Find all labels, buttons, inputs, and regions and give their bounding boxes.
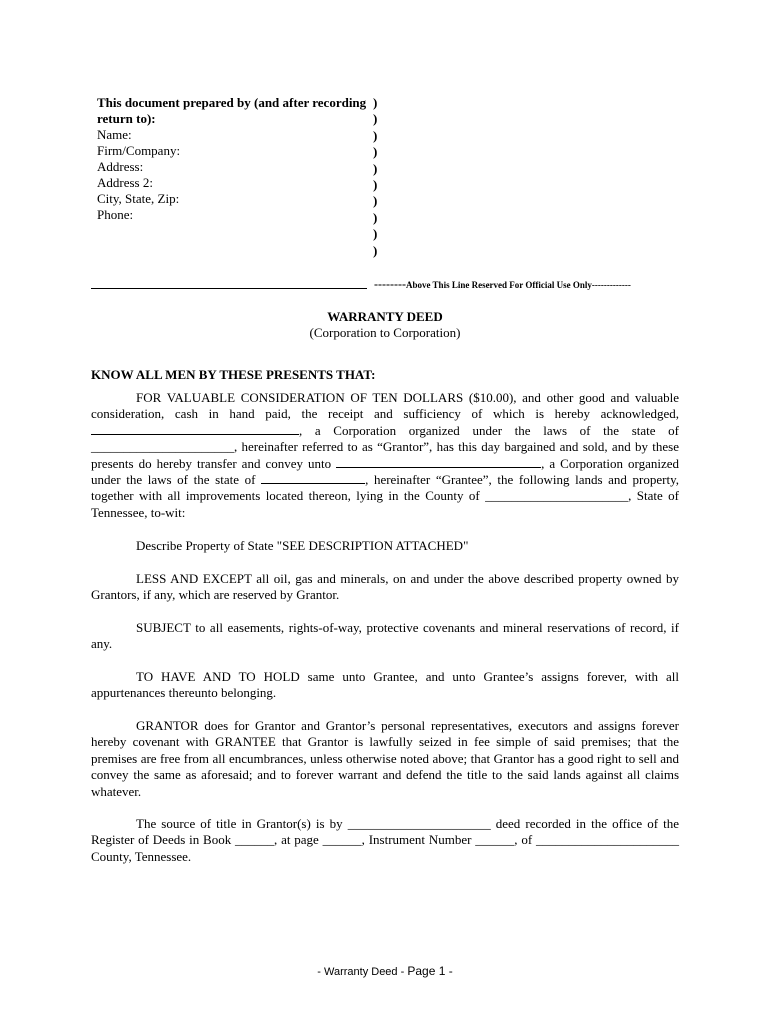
consideration-text-2: , a Corporation organized under the laws of the state of [299, 422, 679, 438]
page-footer [0, 964, 770, 978]
preparer-block [97, 95, 367, 223]
subject-to-paragraph: SUBJECT to all easements, rights-of-way, protective covenants and mineral reservations of record, if any. [91, 620, 679, 652]
preparer-field-address: Address: [97, 159, 144, 174]
preparer-heading: This document prepared by (and after recording return to): [97, 95, 367, 126]
bracket: ) [373, 127, 378, 143]
consideration-text-1: FOR VALUABLE CONSIDERATION OF TEN DOLLARS ($10.00), and other good and valuable consideration, cash in hand paid, the receipt and sufficiency of which is hereby acknowledged, [91, 390, 679, 422]
source-of-title-paragraph: The source of title in Grantor(s) is by ______________________ deed recorded in the office of the Register of Deeds in Book ______, at page ______, Instrument Number ______, of ______________________ County, Tennessee. [91, 816, 679, 864]
covenant-paragraph: GRANTOR does for Grantor and Grantor’s personal representatives, executors and assigns forever hereby covenant with GRANTEE that Grantor is lawfully seized in fee simple of said premises; that the premises are free from all encumbrances, unless otherwise noted above; that Grantor has a good right to sell and convey the same as aforesaid; and to forever warrant and defend the title to the said lands against all claims whatever. [91, 718, 679, 799]
know-all-heading: KNOW ALL MEN BY THESE PRESENTS THAT: [91, 367, 376, 382]
preparer-field-phone: Phone: [97, 207, 134, 222]
consideration-text-3: ______________________, hereinafter referred to as “Grantor”, has this day bargained and sold, and by these presents do hereby transfer and convey unto [91, 439, 679, 471]
consideration-paragraph [91, 390, 679, 521]
consideration-text-6: , hereinafter “Grantee”, the following lands and property, together with all improvements located thereon, lying in the County of [91, 472, 679, 504]
bracket: ) [373, 193, 378, 209]
signature-divider-line [91, 288, 367, 289]
bracket: ) [373, 144, 378, 160]
preparer-field-address2: Address 2: [97, 175, 153, 190]
consideration-text-5: a Corporation organized under the laws of the state of [91, 455, 680, 488]
bracket: ) [373, 95, 378, 110]
grantee-state-blank[interactable] [261, 472, 365, 484]
preparer-field-city-state-zip: City, State, Zip: [97, 191, 180, 206]
less-except-paragraph: LESS AND EXCEPT all oil, gas and minerals, on and under the above described property owned by Grantors, if any, which are reserved by Grantor. [91, 571, 679, 603]
document-subtitle: (Corporation to Corporation) [309, 325, 461, 340]
grantor-name-blank[interactable] [91, 423, 299, 435]
document-title: WARRANTY DEED [327, 309, 443, 324]
footer-page-number: Page 1 - [407, 964, 453, 978]
official-use-trail-dashes: ------------- [591, 280, 631, 290]
property-description-line: Describe Property of State "SEE DESCRIPTION ATTACHED" [136, 538, 469, 553]
consideration-text-7: ______________________, State of Tennessee, to-wit: [91, 488, 680, 520]
preparer-field-firm: Firm/Company: [97, 143, 181, 158]
grantee-name-blank[interactable] [336, 456, 541, 468]
official-use-text: Above This Line Reserved For Official Use Only [405, 280, 592, 290]
bracket: ) [373, 160, 378, 176]
bracket-column [373, 95, 377, 259]
bracket: ) [373, 111, 378, 127]
consideration-text-4: , [541, 455, 545, 471]
bracket: ) [373, 176, 378, 192]
bracket: ) [373, 242, 378, 258]
official-use-lead-dashes: -------- [374, 277, 406, 291]
preparer-field-name: Name: [97, 127, 132, 142]
official-use-notice [374, 277, 631, 292]
bracket: ) [373, 226, 378, 242]
to-have-paragraph: TO HAVE AND TO HOLD same unto Grantee, and unto Grantee’s assigns forever, with all appurtenances thereunto belonging. [91, 669, 679, 701]
bracket: ) [373, 209, 378, 225]
footer-doc-name: - Warranty Deed - [317, 966, 405, 978]
